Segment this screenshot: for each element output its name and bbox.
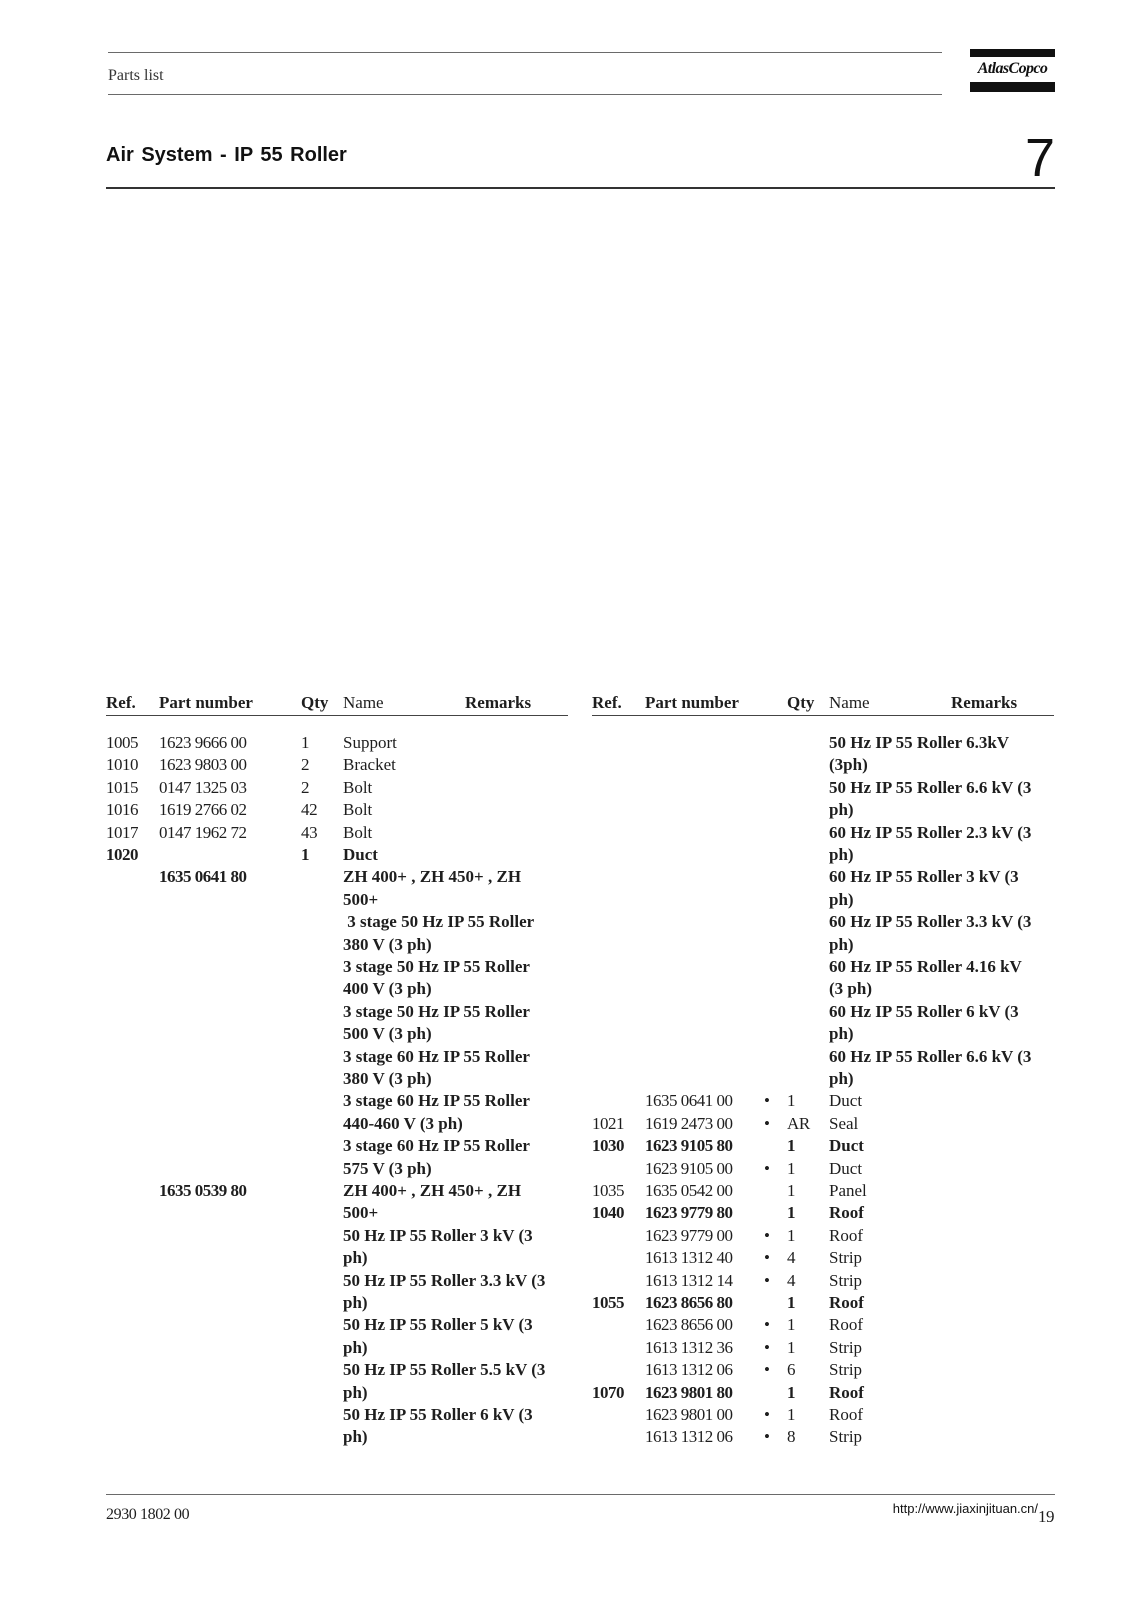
atlas-copco-logo [970, 49, 1055, 92]
table-row [592, 1068, 1062, 1090]
left-table-body [106, 732, 576, 1452]
cell-name: 380 V (3 ph) [343, 1069, 432, 1088]
header-bottom-rule [108, 94, 942, 95]
cell-ref: 1040 [592, 1203, 624, 1223]
cell-name: Seal [829, 1113, 859, 1133]
cell-qty: 1 [787, 1225, 796, 1245]
table-row [106, 1426, 576, 1448]
cell-part: 1623 9801 80 [645, 1382, 733, 1402]
cell-name: Roof [829, 1405, 863, 1424]
cell-qty: 1 [787, 1091, 796, 1111]
cell-name: Bolt [343, 822, 373, 842]
cell-part: 1623 9779 80 [645, 1203, 733, 1223]
cell-name: 3 stage 60 Hz IP 55 Roller [343, 1091, 530, 1111]
cell-qty: 1 [787, 1337, 796, 1357]
column-header-ref: Ref. [106, 693, 136, 712]
cell-qty: 2 [301, 755, 310, 775]
cell-part: 0147 1325 03 [159, 777, 247, 797]
cell-part: 1613 1312 36 [645, 1337, 733, 1357]
table-row [106, 1180, 576, 1202]
cell-name: ph) [829, 1069, 854, 1088]
cell-name: 50 Hz IP 55 Roller 6.6 kV (3 [829, 777, 1032, 797]
table-row [592, 1202, 1062, 1224]
table-row [592, 1314, 1062, 1336]
table-row [592, 1113, 1062, 1135]
cell-name: 60 Hz IP 55 Roller 3.3 kV (3 [829, 912, 1032, 932]
cell-name: 60 Hz IP 55 Roller 4.16 kV [829, 957, 1022, 976]
cell-ref: 1070 [592, 1382, 624, 1402]
cell-name: 50 Hz IP 55 Roller 5 kV (3 [343, 1315, 533, 1335]
cell-part: 1623 8656 80 [645, 1293, 733, 1312]
cell-name: ph) [343, 1427, 368, 1447]
cell-name: 3 stage 50 Hz IP 55 Roller [343, 912, 535, 932]
table-row [106, 1068, 576, 1090]
cell-name: ph) [829, 934, 854, 954]
cell-name: 50 Hz IP 55 Roller 3.3 kV (3 [343, 1270, 546, 1290]
column-header-ref: Ref. [592, 693, 622, 712]
bullet-icon: • [764, 1270, 770, 1290]
cell-name: ph) [829, 800, 854, 820]
table-row [106, 1158, 576, 1180]
cell-part: 1619 2766 02 [159, 800, 247, 820]
cell-qty: 1 [787, 1382, 796, 1402]
cell-name: (3ph) [829, 755, 868, 775]
cell-name: 3 stage 60 Hz IP 55 Roller [343, 1136, 530, 1156]
table-row [592, 1023, 1062, 1045]
bullet-icon: • [764, 1248, 770, 1268]
table-row [592, 911, 1062, 933]
cell-name: (3 ph) [829, 979, 872, 999]
table-row [106, 1337, 576, 1359]
cell-name: 50 Hz IP 55 Roller 3 kV (3 [343, 1225, 533, 1245]
table-row [592, 889, 1062, 911]
table-row [106, 1382, 576, 1404]
table-row [106, 1090, 576, 1112]
footer-url: http://www.jiaxinjituan.cn/ [892, 1501, 1038, 1516]
table-row [592, 1158, 1062, 1180]
cell-name: 50 Hz IP 55 Roller 5.5 kV (3 [343, 1360, 546, 1380]
table-row [106, 978, 576, 1000]
cell-name: 400 V (3 ph) [343, 979, 432, 999]
header-top-rule [108, 52, 942, 53]
bullet-icon: • [764, 1427, 770, 1447]
table-row [106, 911, 576, 933]
cell-qty: 1 [787, 1136, 796, 1156]
cell-name: Roof [829, 1315, 863, 1335]
table-row [592, 1090, 1062, 1112]
table-row [106, 1314, 576, 1336]
cell-ref: 1017 [106, 822, 138, 842]
bullet-icon: • [764, 1113, 770, 1133]
table-row [106, 822, 576, 844]
table-row [592, 956, 1062, 978]
section-label: Parts list [108, 67, 164, 84]
cell-name: 60 Hz IP 55 Roller 2.3 kV (3 [829, 822, 1032, 842]
page-title: Air System - IP 55 Roller [106, 144, 347, 166]
cell-name: Duct [829, 1158, 863, 1178]
table-row [592, 1001, 1062, 1023]
table-row [592, 1225, 1062, 1247]
cell-part: 1635 0542 00 [645, 1181, 733, 1200]
cell-qty: 1 [787, 1203, 796, 1223]
cell-part: 0147 1962 72 [159, 822, 247, 842]
cell-qty: 4 [787, 1248, 796, 1268]
cell-name: Support [343, 733, 397, 752]
column-header-name: Name [343, 693, 384, 712]
table-row [106, 889, 576, 911]
table-row [592, 1359, 1062, 1381]
cell-part: 1623 9105 00 [645, 1158, 733, 1178]
cell-qty: 4 [787, 1270, 796, 1290]
table-row [106, 1270, 576, 1292]
table-row [106, 1023, 576, 1045]
table-row [592, 754, 1062, 776]
cell-name: ph) [343, 1248, 368, 1268]
table-row [592, 799, 1062, 821]
column-header-qty: Qty [787, 693, 815, 712]
table-row [106, 1113, 576, 1135]
bullet-icon: • [764, 1315, 770, 1335]
table-row [592, 1337, 1062, 1359]
cell-name: Strip [829, 1427, 863, 1447]
cell-ref: 1005 [106, 733, 138, 752]
cell-name: Bracket [343, 755, 396, 775]
cell-name: Roof [829, 1382, 864, 1402]
cell-name: Duct [343, 845, 378, 864]
table-row [106, 1404, 576, 1426]
table-row [592, 1292, 1062, 1314]
cell-qty: 1 [787, 1181, 796, 1200]
table-row [106, 866, 576, 888]
cell-part: 1619 2473 00 [645, 1113, 733, 1133]
cell-name: Strip [829, 1337, 863, 1357]
table-row [106, 1135, 576, 1157]
cell-name: Strip [829, 1360, 863, 1380]
cell-name: Bolt [343, 777, 373, 797]
cell-qty: 1 [787, 1293, 796, 1312]
table-row [592, 777, 1062, 799]
cell-name: ph) [829, 1024, 854, 1044]
cell-name: ph) [829, 845, 854, 864]
cell-qty: 1 [787, 1405, 796, 1424]
table-row [592, 732, 1062, 754]
cell-name: Strip [829, 1248, 863, 1268]
cell-ref: 1010 [106, 755, 138, 775]
footer-rule [106, 1494, 1055, 1495]
cell-name: 60 Hz IP 55 Roller 6 kV (3 [829, 1001, 1019, 1021]
cell-part: 1613 1312 06 [645, 1427, 733, 1447]
column-header-part-number: Part number [159, 693, 253, 712]
table-row [106, 956, 576, 978]
cell-name: 380 V (3 ph) [343, 934, 432, 954]
table-row [106, 1225, 576, 1247]
column-header-qty: Qty [301, 693, 329, 712]
cell-name: Bolt [343, 800, 373, 820]
cell-name: Strip [829, 1270, 863, 1290]
table-row [106, 1359, 576, 1381]
table-row [106, 1247, 576, 1269]
cell-ref: 1016 [106, 800, 138, 820]
cell-ref: 1015 [106, 777, 138, 797]
table-row [592, 1382, 1062, 1404]
cell-name: ph) [829, 889, 854, 909]
table-row [106, 1046, 576, 1068]
cell-name: Panel [829, 1181, 867, 1200]
bullet-icon: • [764, 1091, 770, 1111]
cell-part: 1635 0539 80 [159, 1181, 247, 1200]
cell-qty: 1 [787, 1315, 796, 1335]
cell-name: 60 Hz IP 55 Roller 6.6 kV (3 [829, 1046, 1032, 1066]
cell-name: 50 Hz IP 55 Roller 6 kV (3 [343, 1405, 533, 1424]
right-table-header-rule [592, 715, 1054, 716]
table-row [592, 1270, 1062, 1292]
cell-name: ph) [343, 1293, 368, 1312]
cell-name: 3 stage 50 Hz IP 55 Roller [343, 1001, 530, 1021]
cell-part: 1623 9666 00 [159, 733, 247, 752]
cell-name: 440-460 V (3 ph) [343, 1113, 463, 1133]
cell-name: Duct [829, 1136, 864, 1156]
table-row [592, 822, 1062, 844]
cell-part: 1623 9105 80 [645, 1136, 733, 1156]
cell-name: 500+ [343, 1203, 379, 1223]
logo-bottom-bar [970, 82, 1055, 92]
column-header-part-number: Part number [645, 693, 739, 712]
cell-name: ZH 400+ , ZH 450+ , ZH [343, 1181, 522, 1200]
cell-qty: 6 [787, 1360, 796, 1380]
cell-qty: 1 [301, 845, 310, 864]
right-table-body [592, 732, 1062, 1452]
cell-name: 575 V (3 ph) [343, 1158, 432, 1178]
cell-name: ph) [343, 1337, 368, 1357]
cell-part: 1635 0641 00 [645, 1091, 733, 1111]
cell-ref: 1030 [592, 1136, 624, 1156]
left-table-header-rule [106, 715, 568, 716]
table-row [592, 1404, 1062, 1426]
right-table-header [592, 692, 1054, 715]
cell-qty: 43 [301, 822, 318, 842]
cell-name: Roof [829, 1293, 864, 1312]
document-number: 2930 1802 00 [106, 1506, 190, 1523]
left-table-header [106, 692, 568, 715]
table-row [106, 1202, 576, 1224]
logo-wordmark: AtlasCopco [977, 60, 1048, 77]
cell-ref: 1021 [592, 1113, 624, 1133]
cell-name: 500 V (3 ph) [343, 1024, 432, 1044]
bullet-icon: • [764, 1225, 770, 1245]
cell-qty: 8 [787, 1427, 796, 1447]
table-row [106, 732, 576, 754]
table-row [592, 866, 1062, 888]
chapter-number: 7 [1024, 128, 1055, 188]
table-row [106, 799, 576, 821]
cell-name: 60 Hz IP 55 Roller 3 kV (3 [829, 867, 1019, 887]
cell-qty: 2 [301, 777, 310, 797]
table-row [592, 1046, 1062, 1068]
table-row [592, 1247, 1062, 1269]
cell-part: 1623 9779 00 [645, 1225, 733, 1245]
cell-name: 500+ [343, 889, 379, 909]
column-header-name: Name [829, 693, 870, 712]
cell-qty: 1 [301, 733, 310, 752]
cell-part: 1635 0641 80 [159, 867, 247, 887]
cell-name: ZH 400+ , ZH 450+ , ZH [343, 867, 522, 887]
title-rule [106, 187, 1055, 189]
cell-part: 1623 8656 00 [645, 1315, 733, 1335]
cell-part: 1613 1312 06 [645, 1360, 733, 1380]
table-row [592, 1426, 1062, 1448]
column-header-remarks: Remarks [465, 693, 532, 712]
bullet-icon: • [764, 1360, 770, 1380]
cell-ref: 1035 [592, 1181, 624, 1200]
logo-top-bar [970, 49, 1055, 57]
cell-part: 1623 9801 00 [645, 1405, 733, 1424]
page-number: 19 [1038, 1507, 1054, 1526]
cell-ref: 1055 [592, 1293, 624, 1312]
cell-qty: 42 [301, 800, 318, 820]
table-row [592, 978, 1062, 1000]
table-row [106, 934, 576, 956]
table-row [592, 934, 1062, 956]
cell-name: Roof [829, 1225, 863, 1245]
cell-ref: 1020 [106, 845, 138, 864]
column-header-remarks: Remarks [951, 693, 1018, 712]
cell-qty: AR [787, 1113, 810, 1133]
table-row [592, 1135, 1062, 1157]
table-row [106, 777, 576, 799]
bullet-icon: • [764, 1405, 770, 1424]
cell-name: Duct [829, 1091, 863, 1111]
cell-name: ph) [343, 1382, 368, 1402]
cell-part: 1613 1312 40 [645, 1248, 733, 1268]
cell-name: 3 stage 50 Hz IP 55 Roller [343, 957, 530, 976]
table-row [106, 1292, 576, 1314]
table-row [592, 1180, 1062, 1202]
cell-part: 1623 9803 00 [159, 755, 247, 775]
cell-name: Roof [829, 1203, 864, 1223]
table-row [106, 844, 576, 866]
cell-part: 1613 1312 14 [645, 1270, 733, 1290]
cell-name: 50 Hz IP 55 Roller 6.3kV [829, 733, 1010, 752]
cell-name: 3 stage 60 Hz IP 55 Roller [343, 1046, 530, 1066]
bullet-icon: • [764, 1337, 770, 1357]
cell-qty: 1 [787, 1158, 796, 1178]
table-row [592, 844, 1062, 866]
bullet-icon: • [764, 1158, 770, 1178]
table-row [106, 1001, 576, 1023]
table-row [106, 754, 576, 776]
